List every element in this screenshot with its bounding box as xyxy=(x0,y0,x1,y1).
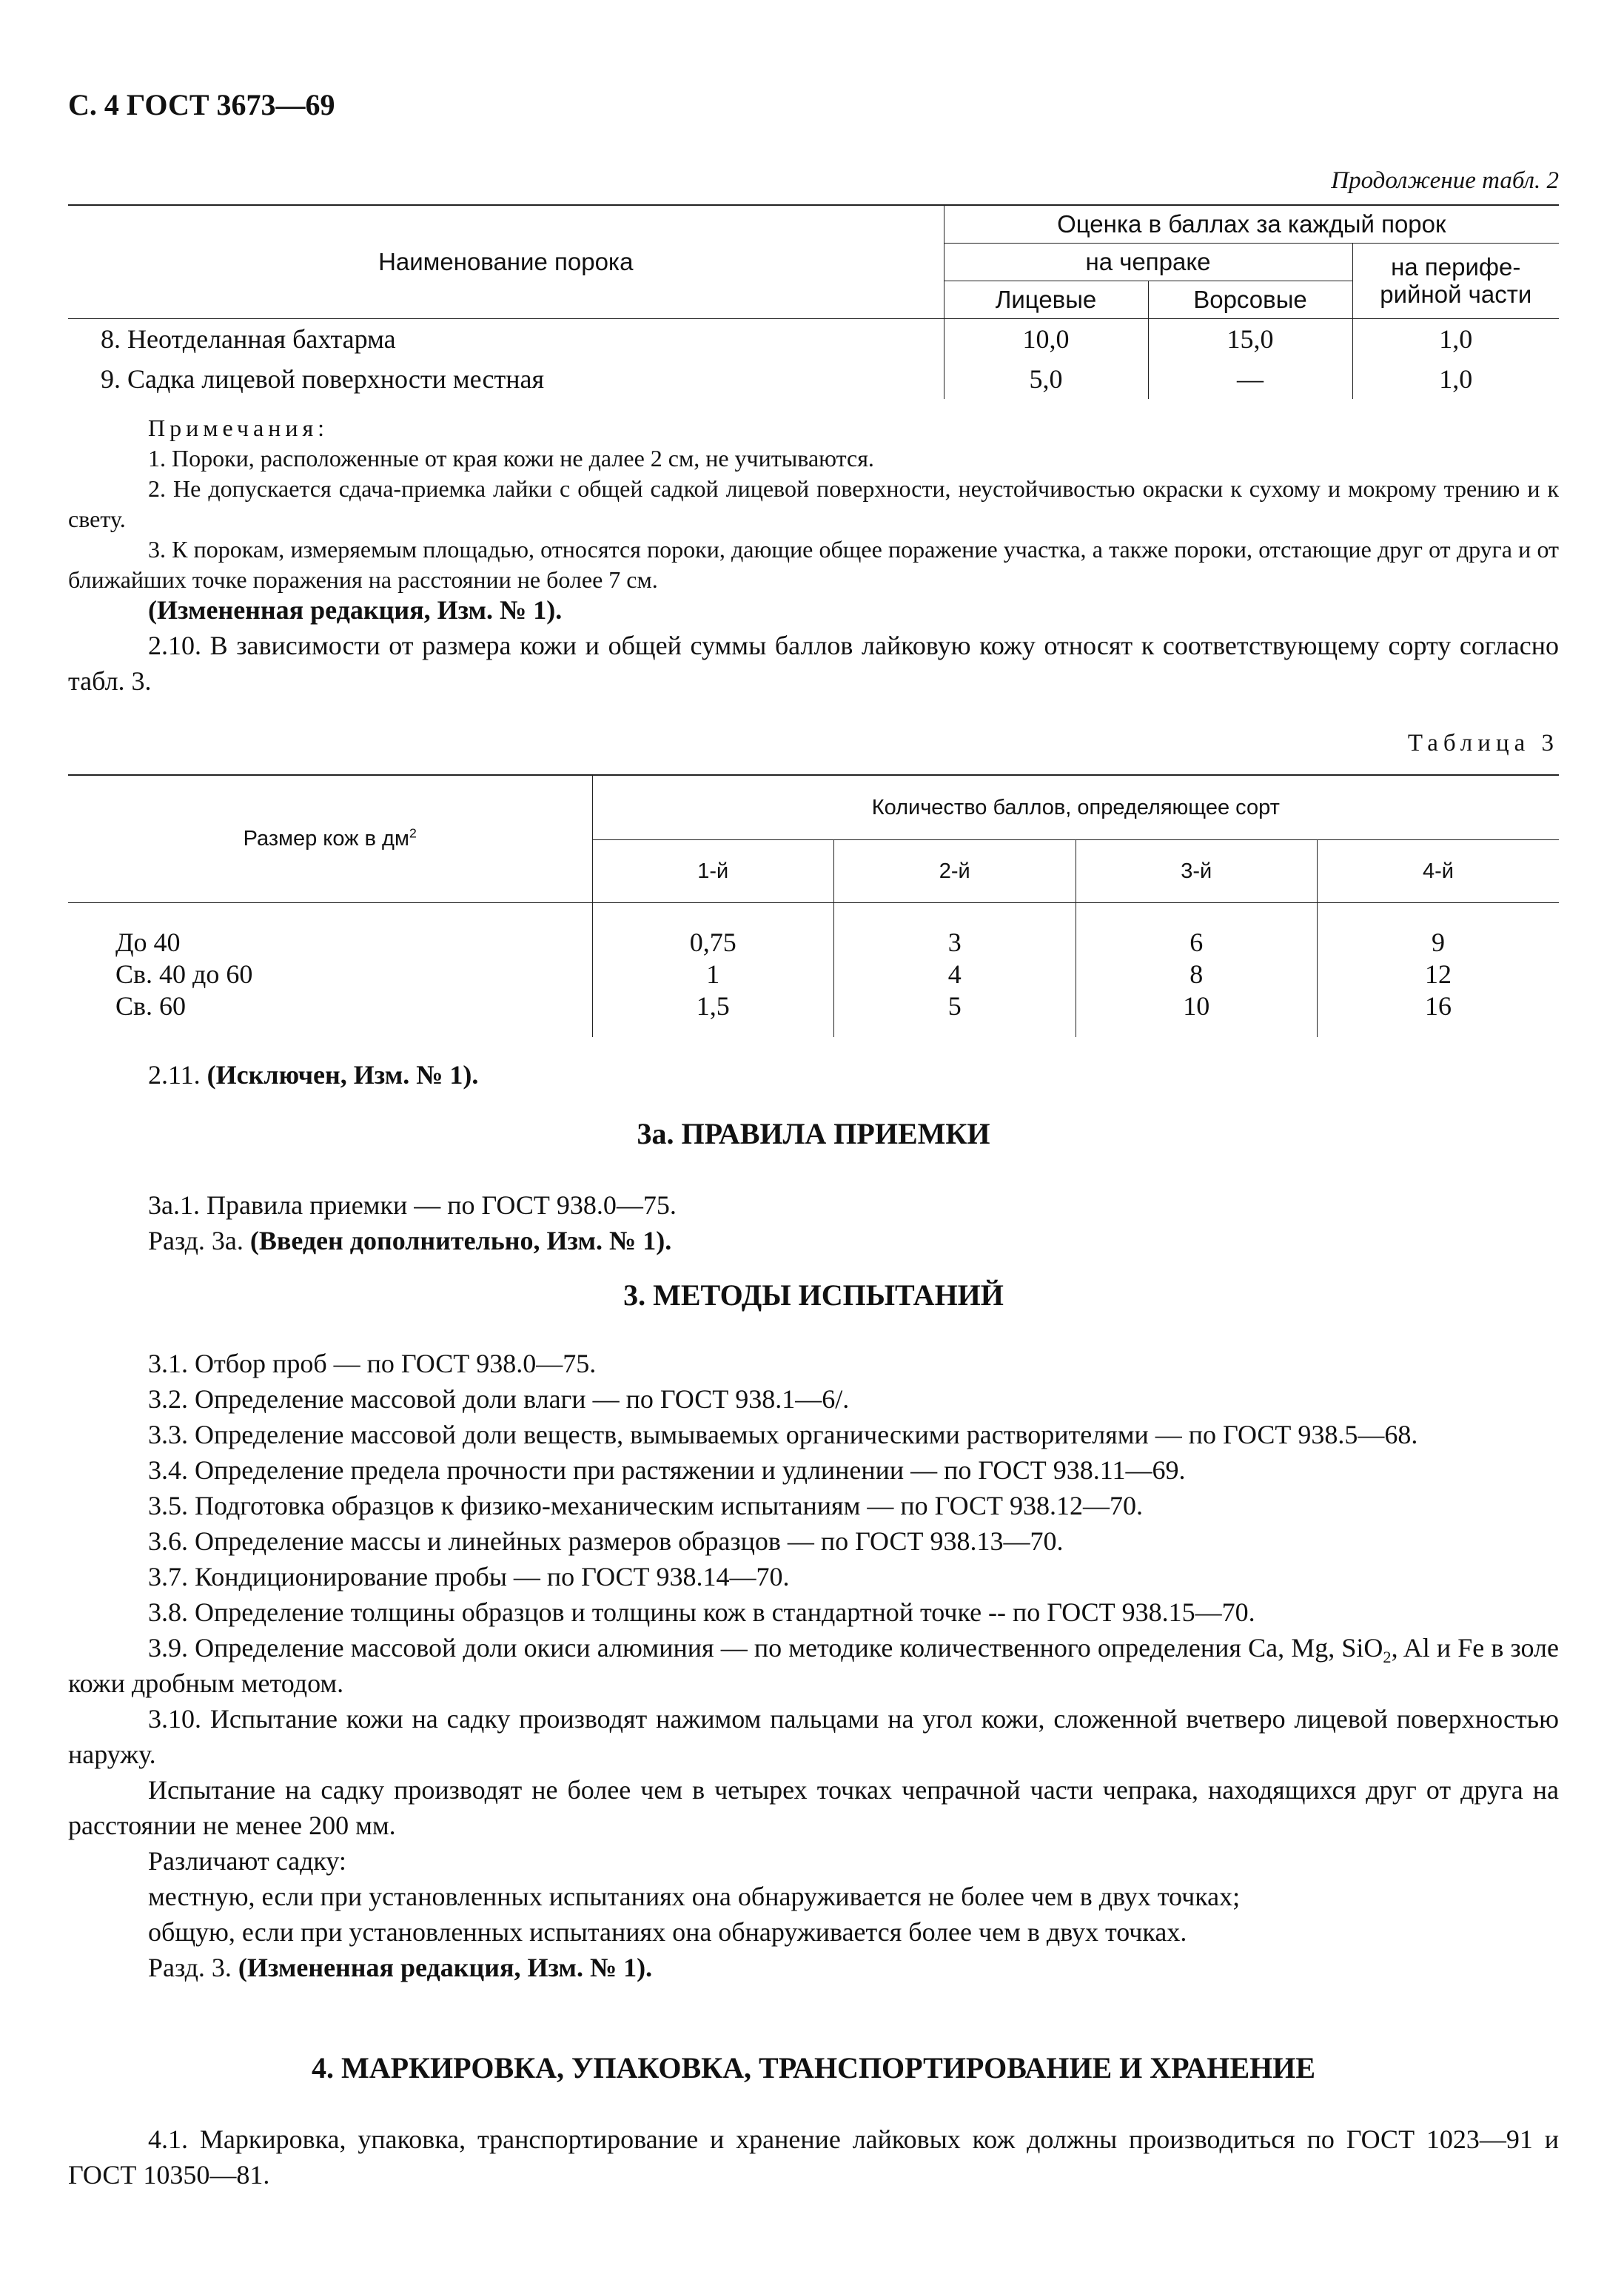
table-row xyxy=(68,990,1559,1037)
section-3a-body xyxy=(68,1187,1559,1258)
defect-name: 9. Садка лицевой поверхности местная xyxy=(101,364,545,394)
periphery-header-line2: рийной части xyxy=(1380,280,1532,308)
paragraph-text: 3а.1. Правила приемки — по ГОСТ 938.0—75. xyxy=(148,1190,677,1220)
paragraph-2-10 xyxy=(68,628,1559,699)
section-ref: Разд. 3. xyxy=(148,1953,232,1982)
defect-name-header: Наименование порока xyxy=(68,205,944,319)
excluded-note: (Исключен, Изм. № 1). xyxy=(207,1060,479,1090)
amendment-text: (Измененная редакция, Изм. № 1). xyxy=(238,1953,653,1982)
grade-col-header: 3-й xyxy=(1076,840,1318,903)
grade-value: 3 xyxy=(834,903,1076,959)
periphery-score: 1,0 xyxy=(1352,359,1559,399)
method-item: 3.7. Кондиционирование пробы — по ГОСТ 938.14—70. xyxy=(148,1562,790,1591)
amendment-text: (Измененная редакция, Изм. № 1). xyxy=(148,595,563,625)
defects-score-table xyxy=(68,204,1559,399)
grade-value: 8 xyxy=(1076,959,1318,990)
defect-name: 8. Неотделанная бахтарма xyxy=(101,324,396,354)
grade-col-header: 1-й xyxy=(592,840,834,903)
grade-value: 16 xyxy=(1318,990,1560,1037)
section-ref: Разд. 3а. xyxy=(148,1226,244,1255)
table-continuation-label: Продолжение табл. 2 xyxy=(1331,167,1559,194)
notes-title: Примечания: xyxy=(148,415,329,441)
periphery-header-line1: на перифе- xyxy=(1391,253,1521,281)
size-cell: Св. 40 до 60 xyxy=(115,959,253,989)
pile-score: 15,0 xyxy=(1148,319,1352,360)
table3-label: Таблица 3 xyxy=(1407,730,1559,757)
section-3a-heading: 3а. ПРАВИЛА ПРИЕМКИ xyxy=(637,1117,990,1150)
size-header xyxy=(68,775,592,903)
page-header: С. 4 ГОСТ 3673—69 xyxy=(68,88,335,121)
on-cheprak-header: на чепраке xyxy=(944,244,1352,281)
section-3-heading: 3. МЕТОДЫ ИСПЫТАНИЙ xyxy=(623,1278,1004,1312)
subscript: 2 xyxy=(1383,1648,1392,1667)
grade-value: 9 xyxy=(1318,903,1560,959)
size-header-text: Размер кож в дм xyxy=(243,827,409,851)
grade-header: Количество баллов, определяющее сорт xyxy=(592,775,1559,840)
method-text: 3.9. Определение массовой доли окиси алюминия — по методике количественного определения Ca, Mg, SiO xyxy=(148,1633,1383,1663)
method-item-3-9 xyxy=(68,1630,1559,1701)
table-row xyxy=(68,319,1559,360)
method-item: 3.5. Подготовка образцов к физико-механическим испытаниям — по ГОСТ 938.12—70. xyxy=(148,1491,1144,1520)
grade-value: 6 xyxy=(1076,903,1318,959)
grade-col-header: 2-й xyxy=(834,840,1076,903)
front-score: 10,0 xyxy=(944,319,1148,360)
pile-header: Ворсовые xyxy=(1148,281,1352,319)
amendment-note xyxy=(68,592,1559,628)
paragraph-text: 2.10. В зависимости от размера кожи и общей суммы баллов лайковую кожу относят к соответствующему сорту согласно табл. 3. xyxy=(68,631,1559,696)
note-item: 2. Не допускается сдача-приемка лайки с общей садкой лицевой поверхности, неустойчивостью окраски к сухому и мокрому трению и к свету. xyxy=(68,475,1559,532)
method-item: 3.8. Определение толщины образцов и толщины кож в стандартной точке -- по ГОСТ 938.15—70. xyxy=(148,1597,1255,1627)
paragraph-text: Испытание на садку производят не более чем в четырех точках чепрачной части чепрака, находящихся друг от друга на расстоянии не менее 200 мм. xyxy=(68,1775,1559,1840)
grade-value: 5 xyxy=(834,990,1076,1037)
paragraph-number: 2.11. xyxy=(148,1060,201,1090)
grade-table xyxy=(68,774,1559,1037)
paragraph-text: общую, если при установленных испытаниях она обнаруживается более чем в двух точках. xyxy=(148,1917,1187,1947)
paragraph-text: Различают садку: xyxy=(148,1846,346,1876)
method-item: 3.6. Определение массы и линейных размеров образцов — по ГОСТ 938.13—70. xyxy=(148,1526,1064,1556)
size-cell: До 40 xyxy=(115,928,181,957)
front-score: 5,0 xyxy=(944,359,1148,399)
amendment-text: (Введен дополнительно, Изм. № 1). xyxy=(249,1226,672,1255)
method-item: 3.10. Испытание кожи на садку производят нажимом пальцами на угол кожи, сложенной вчетверо лицевой поверхностью наружу. xyxy=(68,1704,1559,1769)
grade-value: 4 xyxy=(834,959,1076,990)
paragraph-text: местную, если при установленных испытаниях она обнаруживается не более чем в двух точках; xyxy=(148,1882,1241,1911)
score-header: Оценка в баллах за каждый порок xyxy=(944,205,1559,244)
size-cell: Св. 60 xyxy=(115,991,187,1021)
grade-value: 12 xyxy=(1318,959,1560,990)
grade-value: 10 xyxy=(1076,990,1318,1037)
periphery-score: 1,0 xyxy=(1352,319,1559,360)
paragraph-2-11 xyxy=(68,1057,1559,1093)
paragraph-text: 4.1. Маркировка, упаковка, транспортирование и хранение лайковых кож должны производиться по ГОСТ 1023—91 и ГОСТ 10350—81. xyxy=(68,2124,1559,2190)
grade-value: 0,75 xyxy=(592,903,834,959)
table-row xyxy=(68,359,1559,399)
grade-value: 1,5 xyxy=(592,990,834,1037)
section-4-heading: 4. МАРКИРОВКА, УПАКОВКА, ТРАНСПОРТИРОВАНИЕ И ХРАНЕНИЕ xyxy=(311,2051,1316,2084)
section-4-body xyxy=(68,2121,1559,2193)
table-notes xyxy=(68,413,1559,595)
method-text: , Al и Fe в золе кожи дробным методом. xyxy=(68,1633,1559,1698)
method-item: 3.3. Определение массовой доли веществ, вымываемых органическими растворителями — по ГОСТ 938.5—68. xyxy=(148,1420,1418,1449)
grade-col-header: 4-й xyxy=(1318,840,1560,903)
method-item: 3.1. Отбор проб — по ГОСТ 938.0—75. xyxy=(148,1349,597,1378)
note-item: 3. К порокам, измеряемым площадью, относятся пороки, дающие общее поражение участка, а также пороки, отстающие друг от друга и от ближайших точке поражения на расстоянии не более 7 см. xyxy=(68,536,1559,593)
grade-value: 1 xyxy=(592,959,834,990)
table-row xyxy=(68,959,1559,990)
section-3-body xyxy=(68,1346,1559,1985)
front-header: Лицевые xyxy=(944,281,1148,319)
periphery-header xyxy=(1352,244,1559,319)
note-item: 1. Пороки, расположенные от края кожи не далее 2 см, не учитываются. xyxy=(148,445,874,472)
method-item: 3.2. Определение массовой доли влаги — по ГОСТ 938.1—6/. xyxy=(148,1384,850,1414)
table-row xyxy=(68,903,1559,959)
method-item: 3.4. Определение предела прочности при растяжении и удлинении — по ГОСТ 938.11—69. xyxy=(148,1455,1186,1485)
pile-score: — xyxy=(1148,359,1352,399)
size-header-sup: 2 xyxy=(409,825,417,841)
